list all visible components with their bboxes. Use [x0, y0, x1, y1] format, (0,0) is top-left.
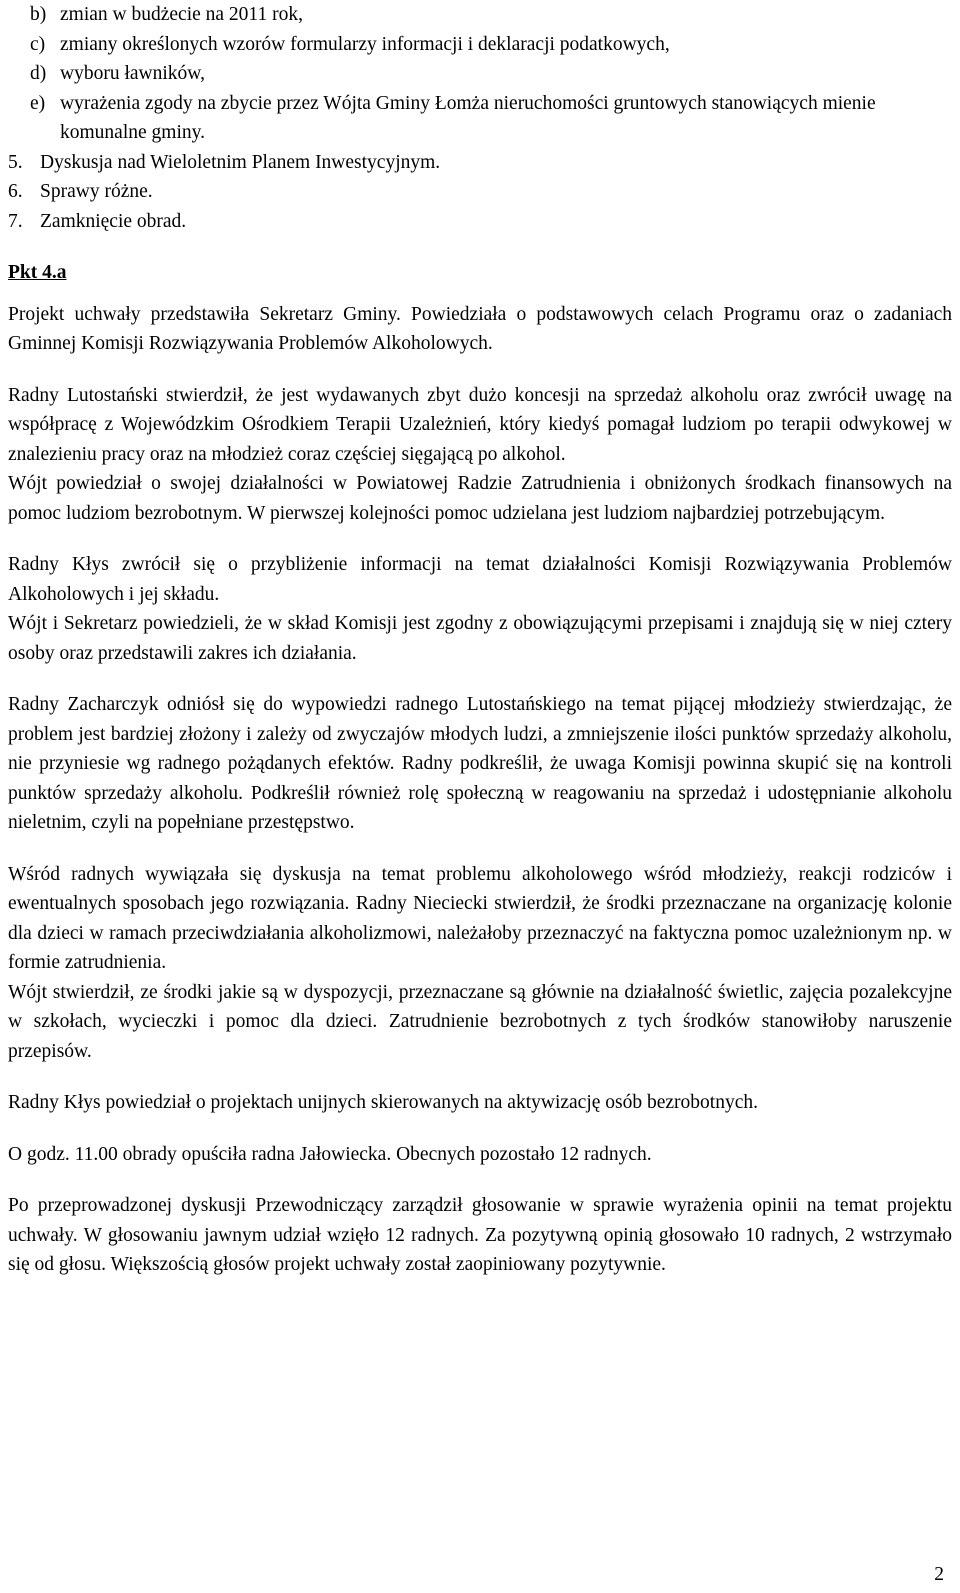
list-item	[8, 148, 952, 178]
paragraph: O godz. 11.00 obrady opuściła radna Jałowiecka. Obecnych pozostało 12 radnych.	[8, 1143, 652, 1165]
paragraph: Wójt powiedział o swojej działalności w Powiatowej Radzie Zatrudnienia i obniżonych środkach finansowych na pomoc ludziom bezrobotnym. W pierwszej kolejności pomoc udzielana jest ludziom najbardziej potrzebującym.	[8, 473, 952, 524]
list-item	[8, 30, 952, 60]
agenda-list	[8, 148, 952, 237]
paragraph: Projekt uchwały przedstawiła Sekretarz Gminy. Powiedziała o podstawowych celach Programu oraz o zadaniach Gminnej Komisji Rozwiązywania Problemów Alkoholowych.	[8, 303, 952, 354]
list-item	[8, 177, 952, 207]
list-item	[8, 89, 952, 148]
section-heading: Pkt 4.a	[8, 262, 67, 283]
paragraph: Po przeprowadzonej dyskusji Przewodniczący zarządził głosowanie w sprawie wyrażenia opinii na temat projektu uchwały. W głosowaniu jawnym udział wzięło 12 radnych. Za pozytywną opinią głosowało 10 radnych, 2 wstrzymało się od głosu. Większością głosów projekt uchwały został zaopiniowany pozytywnie.	[8, 1195, 952, 1275]
paragraph: Radny Zacharczyk odniósł się do wypowiedzi radnego Lutostańskiego na temat pijącej młodzieży stwierdzając, że problem jest bardziej złożony i zależy od zwyczajów młodych ludzi, a zmniejszenie ilości punktów sprzedaży alkoholu, nie przyniesie wg radnego pożądanych efektów. Radny podkreślił, że uwaga Komisji powinna skupić się na kontroli punktów sprzedaży alkoholu. Podkreślił również rolę społeczną w reagowaniu na sprzedaż i udostępnianie alkoholu nieletnim, czyli na popełniane przestępstwo.	[8, 694, 952, 833]
paragraph: Radny Kłys zwrócił się o przybliżenie informacji na temat działalności Komisji Rozwiązywania Problemów Alkoholowych i jej składu.	[8, 554, 952, 605]
list-item	[8, 0, 952, 30]
list-item-text: zmiany określonych wzorów formularzy informacji i deklaracji podatkowych,	[60, 33, 670, 55]
list-marker: 6.	[8, 181, 23, 202]
page-number: 2	[934, 1563, 944, 1585]
agenda-sub-list	[8, 0, 952, 148]
list-marker: c)	[30, 33, 46, 55]
list-marker: e)	[30, 92, 46, 114]
list-item-text: zmian w budżecie na 2011 rok,	[60, 4, 303, 25]
paragraph: Wójt i Sekretarz powiedzieli, że w skład Komisji jest zgodny z obowiązującymi przepisami i znajdują się w niej cztery osoby oraz przedstawili zakres ich działania.	[8, 613, 952, 664]
document-page	[8, 0, 952, 1280]
paragraph: Wójt stwierdził, ze środki jakie są w dyspozycji, przeznaczane są głównie na działalność świetlic, zajęcia pozalekcyjne w szkołach, wycieczki i pomoc dla dzieci. Zatrudnienie bezrobotnych z tych środków stanowiłoby naruszenie przepisów.	[8, 981, 952, 1062]
list-marker: b)	[30, 4, 47, 25]
list-marker: 5.	[8, 151, 23, 173]
list-item	[8, 59, 952, 89]
list-item-text: wyboru ławników,	[60, 63, 205, 84]
list-item	[8, 207, 952, 237]
paragraph: Wśród radnych wywiązała się dyskusja na temat problemu alkoholowego wśród młodzieży, reakcji rodziców i ewentualnych sposobach jego rozwiązania. Radny Nieciecki stwierdził, że środki przeznaczane na organizację kolonie dla dzieci w ramach przeciwdziałania alkoholizmowi, należałoby przeznaczyć na faktyczna pomoc uzależnionym np. w formie zatrudnienia.	[8, 863, 952, 973]
list-item-text: wyrażenia zgody na zbycie przez Wójta Gminy Łomża nieruchomości gruntowych stanowiących mienie komunalne gminy.	[60, 92, 876, 143]
list-item-text: Dyskusja nad Wieloletnim Planem Inwestycyjnym.	[40, 151, 441, 173]
list-marker: 7.	[8, 210, 23, 232]
paragraph: Radny Kłys powiedział o projektach unijnych skierowanych na aktywizację osób bezrobotnych.	[8, 1092, 758, 1113]
list-marker: d)	[30, 63, 47, 84]
list-item-text: Zamknięcie obrad.	[40, 210, 187, 232]
paragraph: Radny Lutostański stwierdził, że jest wydawanych zbyt dużo koncesji na sprzedaż alkoholu oraz zwrócił uwagę na współpracę z Wojewódzkim Ośrodkiem Terapii Uzależnień, który kiedyś pomagał ludziom po terapii odwykowej w znalezieniu pracy oraz na młodzież coraz częściej sięgającą po alkohol.	[8, 384, 952, 465]
list-item-text: Sprawy różne.	[40, 181, 153, 202]
